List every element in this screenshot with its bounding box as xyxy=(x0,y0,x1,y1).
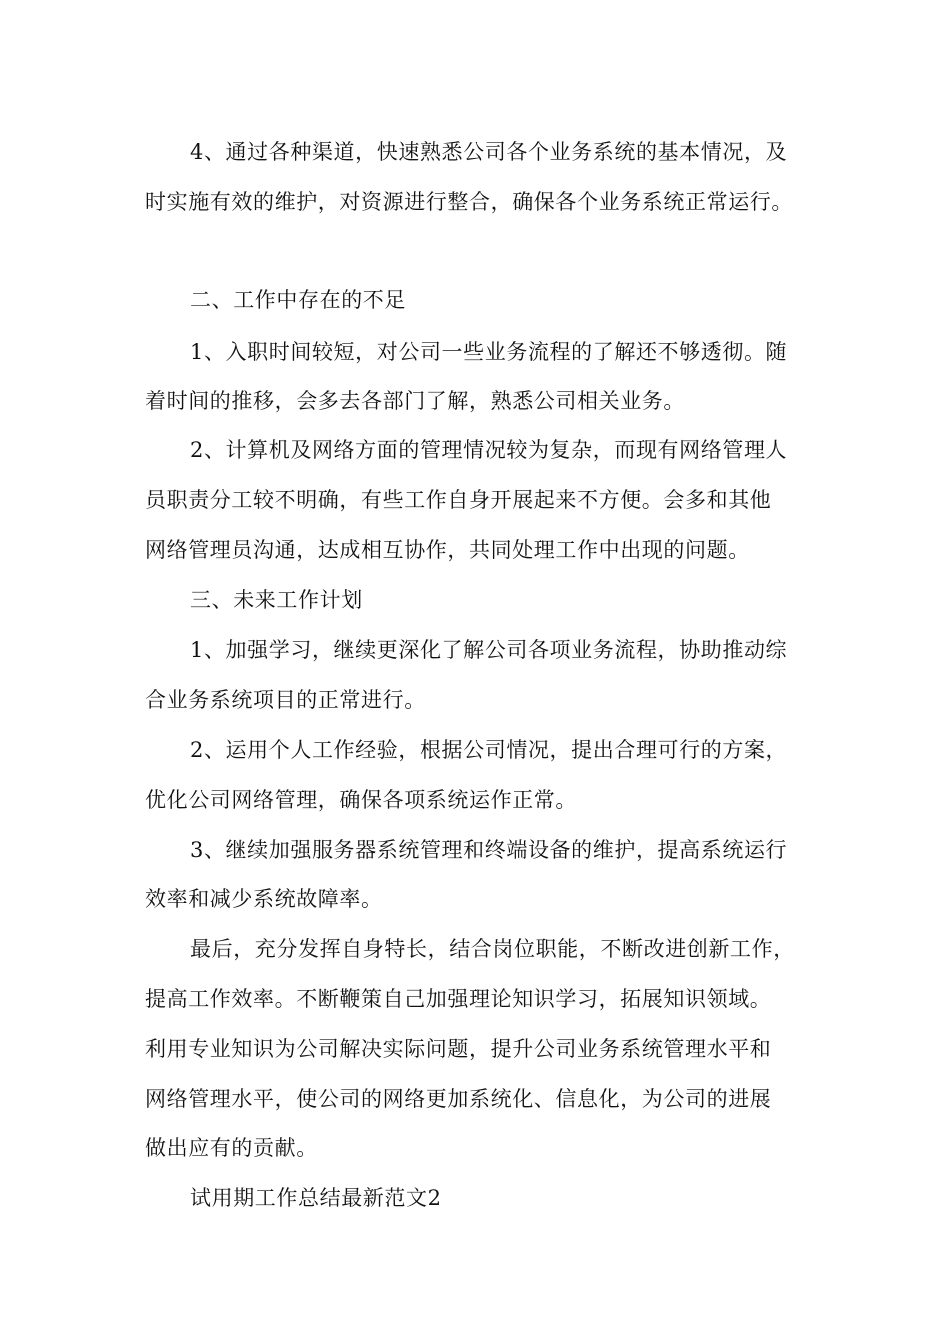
paragraph-line: 着时间的推移，会多去各部门了解，熟悉公司相关业务。 xyxy=(145,389,685,413)
paragraph-line: 2、运用个人工作经验，根据公司情况，提出合理可行的方案， xyxy=(190,738,788,762)
paragraph-line: 合业务系统项目的正常进行。 xyxy=(145,688,426,712)
paragraph-line: 最后，充分发挥自身特长，结合岗位职能，不断改进创新工作， xyxy=(190,937,795,961)
paragraph-line: 1、加强学习，继续更深化了解公司各项业务流程，协助推动综 xyxy=(190,638,788,662)
paragraph-line: 利用专业知识为公司解决实际问题，提升公司业务系统管理水平和 xyxy=(145,1037,772,1061)
paragraph-line: 做出应有的贡献。 xyxy=(145,1136,318,1160)
section-heading: 二、工作中存在的不足 xyxy=(190,288,406,312)
section-heading: 三、未来工作计划 xyxy=(190,588,363,612)
paragraph-line: 提高工作效率。不断鞭策自己加强理论知识学习，拓展知识领域。 xyxy=(145,987,772,1011)
paragraph-line: 网络管理员沟通，达成相互协作，共同处理工作中出现的问题。 xyxy=(145,538,750,562)
document-title: 试用期工作总结最新范文2 xyxy=(190,1186,442,1210)
paragraph-line: 2、计算机及网络方面的管理情况较为复杂，而现有网络管理人 xyxy=(190,438,788,462)
paragraph-line: 1、入职时间较短，对公司一些业务流程的了解还不够透彻。随 xyxy=(190,340,788,364)
paragraph-line: 优化公司网络管理，确保各项系统运作正常。 xyxy=(145,788,577,812)
paragraph-line: 4、通过各种渠道，快速熟悉公司各个业务系统的基本情况，及 xyxy=(190,140,788,164)
paragraph-line: 效率和减少系统故障率。 xyxy=(145,887,383,911)
paragraph-line: 时实施有效的维护，对资源进行整合，确保各个业务系统正常运行。 xyxy=(145,190,793,214)
paragraph-line: 网络管理水平，使公司的网络更加系统化、信息化，为公司的进展 xyxy=(145,1087,772,1111)
paragraph-line: 员职责分工较不明确，有些工作自身开展起来不方便。会多和其他 xyxy=(145,488,772,512)
paragraph-line: 3、继续加强服务器系统管理和终端设备的维护，提高系统运行 xyxy=(190,838,788,862)
